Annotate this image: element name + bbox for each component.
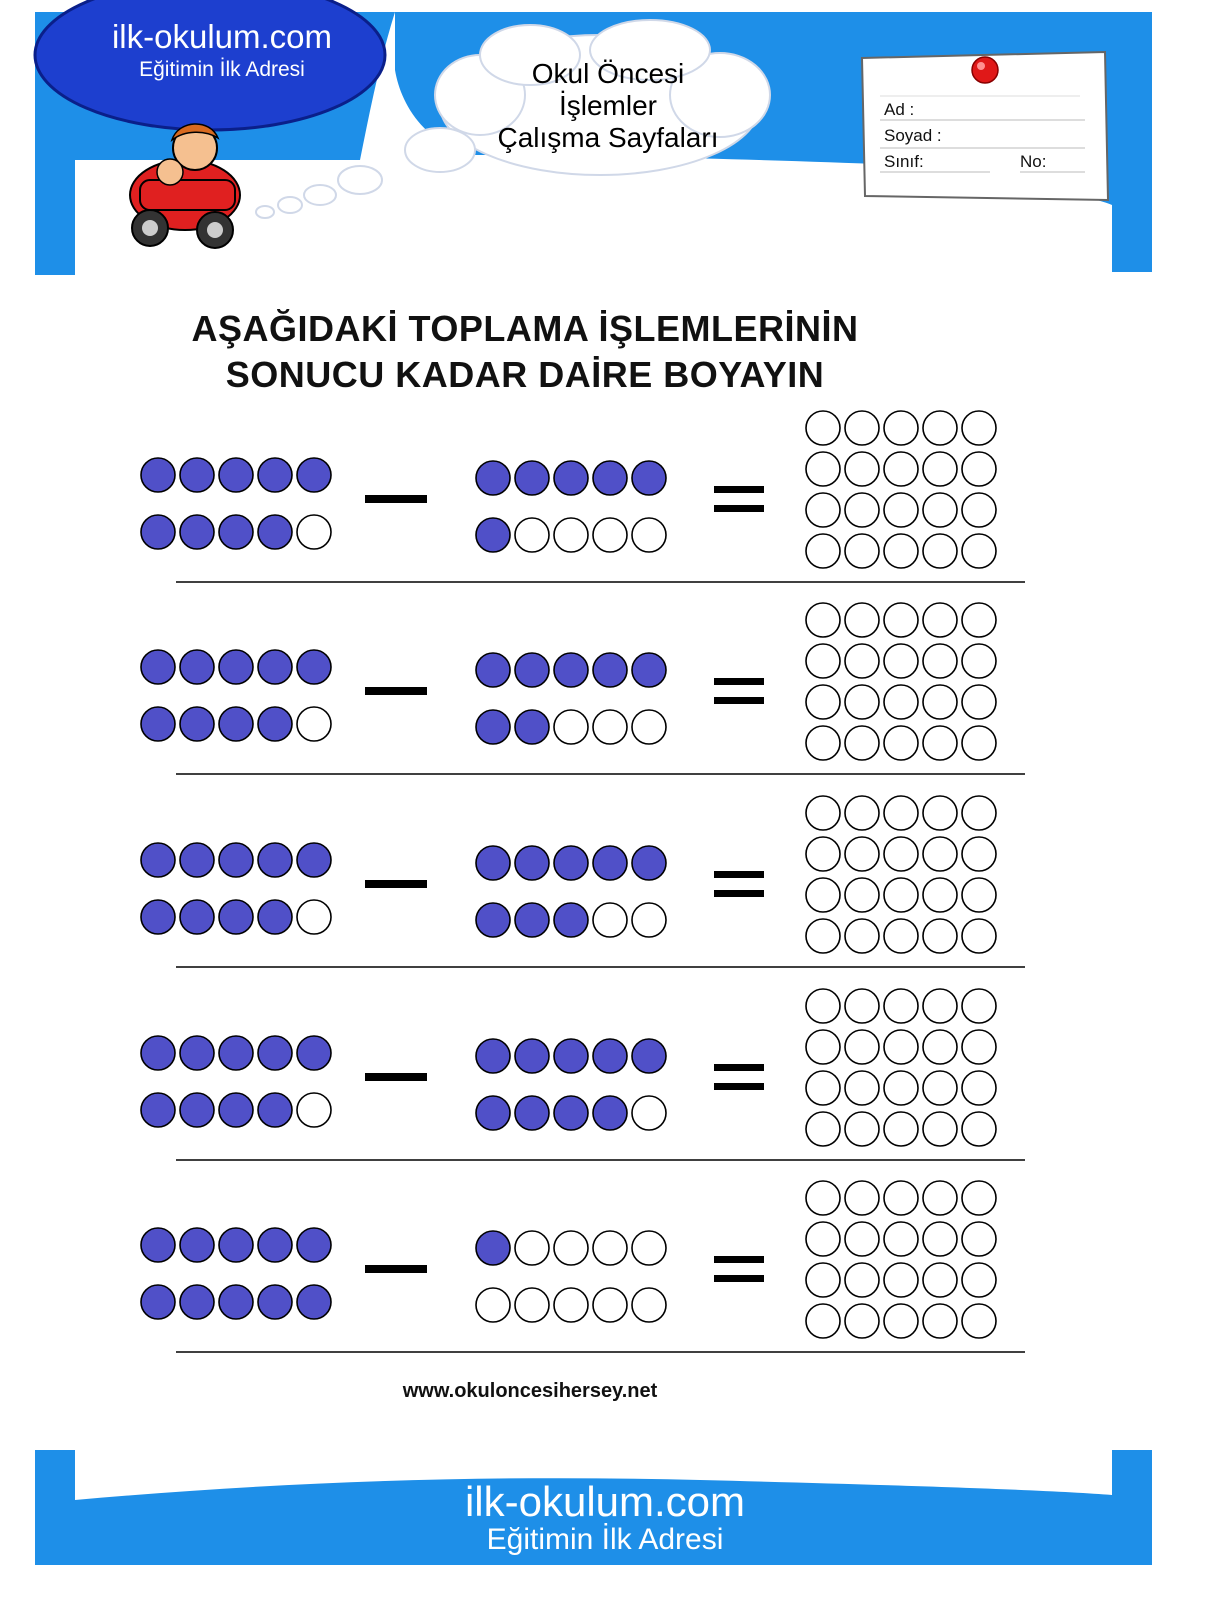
equals-sign: [714, 890, 764, 897]
answer-circle: [962, 452, 996, 486]
answer-circle: [806, 1263, 840, 1297]
minuend-dot: [141, 515, 175, 549]
subtrahend-dot: [515, 461, 549, 495]
subtrahend-dot: [554, 903, 588, 937]
minuend-dot: [180, 1228, 214, 1262]
minuend-dot: [180, 843, 214, 877]
subtrahend-dot: [515, 1288, 549, 1322]
equals-sign: [714, 1256, 764, 1263]
subtrahend-dot: [632, 710, 666, 744]
answer-circle: [806, 534, 840, 568]
minuend-dot: [219, 707, 253, 741]
answer-circle: [962, 603, 996, 637]
minuend-dot: [297, 707, 331, 741]
subtrahend-dot: [554, 1039, 588, 1073]
minuend-dot: [297, 1228, 331, 1262]
subtrahend-dot: [515, 710, 549, 744]
answer-circle: [923, 989, 957, 1023]
answer-circle: [806, 1071, 840, 1105]
minuend-dot: [219, 1228, 253, 1262]
equals-sign: [714, 1275, 764, 1282]
instructions-line: AŞAĞIDAKİ TOPLAMA İŞLEMLERİNİN: [191, 308, 859, 349]
minuend-dot: [219, 900, 253, 934]
answer-circle: [962, 1112, 996, 1146]
cloud-title-line: Okul Öncesi: [531, 58, 685, 89]
footer-brand-name: ilk-okulum.com: [464, 1478, 746, 1525]
sinif-label: Sınıf:: [884, 152, 924, 171]
equals-sign: [714, 678, 764, 685]
answer-circle: [884, 726, 918, 760]
answer-circle: [923, 1112, 957, 1146]
subtrahend-dot: [476, 1231, 510, 1265]
answer-circle: [884, 411, 918, 445]
minuend-dot: [219, 650, 253, 684]
answer-circle: [884, 1263, 918, 1297]
answer-circle: [845, 1181, 879, 1215]
subtrahend-dot: [476, 846, 510, 880]
site-url: www.okuloncesihersey.net: [402, 1380, 658, 1402]
answer-circle: [806, 1181, 840, 1215]
subtrahend-dot: [476, 710, 510, 744]
subtrahend-dot: [554, 1288, 588, 1322]
minuend-dot: [258, 1228, 292, 1262]
subtrahend-dot: [632, 1231, 666, 1265]
subtrahend-dot: [515, 1096, 549, 1130]
minuend-dot: [297, 1093, 331, 1127]
answer-circle: [962, 1030, 996, 1064]
minuend-dot: [297, 843, 331, 877]
answer-circle: [923, 1222, 957, 1256]
answer-circle: [845, 837, 879, 871]
answer-circle: [962, 726, 996, 760]
subtrahend-dot: [593, 1231, 627, 1265]
answer-circle: [806, 878, 840, 912]
minuend-dot: [141, 1285, 175, 1319]
subtrahend-dot: [632, 903, 666, 937]
answer-circle: [845, 452, 879, 486]
answer-circle: [884, 685, 918, 719]
answer-circle: [923, 1071, 957, 1105]
answer-circle: [845, 534, 879, 568]
subtrahend-dot: [554, 710, 588, 744]
minuend-dot: [219, 458, 253, 492]
answer-circle: [845, 644, 879, 678]
answer-circle: [923, 919, 957, 953]
answer-circle: [806, 919, 840, 953]
answer-circle: [806, 603, 840, 637]
answer-circle: [845, 411, 879, 445]
minus-sign: [365, 687, 427, 695]
subtrahend-dot: [632, 846, 666, 880]
subtrahend-dot: [515, 1039, 549, 1073]
subtrahend-dot: [593, 461, 627, 495]
subtrahend-dot: [515, 653, 549, 687]
minuend-dot: [219, 515, 253, 549]
minuend-dot: [297, 515, 331, 549]
subtrahend-dot: [632, 518, 666, 552]
answer-circle: [923, 493, 957, 527]
subtrahend-dot: [632, 1288, 666, 1322]
subtrahend-dot: [554, 653, 588, 687]
subtrahend-dot: [476, 1288, 510, 1322]
subtrahend-dot: [593, 710, 627, 744]
subtrahend-dot: [554, 1096, 588, 1130]
answer-circle: [923, 534, 957, 568]
subtrahend-dot: [593, 1039, 627, 1073]
subtrahend-dot: [476, 1039, 510, 1073]
answer-circle: [923, 796, 957, 830]
minuend-dot: [219, 1285, 253, 1319]
answer-circle: [962, 1222, 996, 1256]
minuend-dot: [180, 650, 214, 684]
answer-circle: [923, 1030, 957, 1064]
answer-circle: [806, 452, 840, 486]
answer-circle: [806, 685, 840, 719]
minus-sign: [365, 495, 427, 503]
cloud-title-line: İşlemler: [558, 90, 657, 121]
answer-circle: [962, 919, 996, 953]
minuend-dot: [141, 1093, 175, 1127]
minuend-dot: [141, 900, 175, 934]
minuend-dot: [258, 1036, 292, 1070]
answer-circle: [806, 1112, 840, 1146]
minuend-dot: [141, 1036, 175, 1070]
subtrahend-dot: [554, 518, 588, 552]
equals-sign: [714, 486, 764, 493]
answer-circle: [962, 411, 996, 445]
subtrahend-dot: [593, 903, 627, 937]
minuend-dot: [219, 1093, 253, 1127]
subtrahend-dot: [632, 653, 666, 687]
answer-circle: [962, 878, 996, 912]
answer-circle: [884, 603, 918, 637]
minuend-dot: [258, 1093, 292, 1127]
answer-circle: [962, 796, 996, 830]
answer-circle: [845, 1304, 879, 1338]
equals-sign: [714, 505, 764, 512]
answer-circle: [806, 837, 840, 871]
minus-sign: [365, 1073, 427, 1081]
minuend-dot: [180, 900, 214, 934]
subtrahend-dot: [476, 518, 510, 552]
answer-circle: [806, 989, 840, 1023]
answer-circle: [806, 411, 840, 445]
minuend-dot: [297, 1285, 331, 1319]
answer-circle: [806, 1030, 840, 1064]
soyad-label: Soyad :: [884, 126, 942, 145]
answer-circle: [884, 919, 918, 953]
minuend-dot: [219, 1036, 253, 1070]
minuend-dot: [258, 843, 292, 877]
answer-circle: [806, 1304, 840, 1338]
minuend-dot: [180, 1285, 214, 1319]
answer-circle: [923, 685, 957, 719]
subtrahend-dot: [515, 846, 549, 880]
answer-circle: [884, 1304, 918, 1338]
answer-circle: [884, 1071, 918, 1105]
answer-circle: [884, 493, 918, 527]
subtrahend-dot: [632, 1039, 666, 1073]
answer-circle: [884, 878, 918, 912]
minuend-dot: [180, 707, 214, 741]
ad-label: Ad :: [884, 100, 915, 119]
answer-circle: [962, 989, 996, 1023]
brand-tagline: Eğitimin İlk Adresi: [139, 58, 305, 81]
minuend-dot: [180, 515, 214, 549]
answer-circle: [845, 1071, 879, 1105]
equals-sign: [714, 871, 764, 878]
minuend-dot: [141, 650, 175, 684]
subtrahend-dot: [476, 653, 510, 687]
subtrahend-dot: [515, 903, 549, 937]
subtrahend-dot: [515, 518, 549, 552]
answer-circle: [962, 1071, 996, 1105]
answer-circle: [845, 796, 879, 830]
subtrahend-dot: [593, 518, 627, 552]
subtrahend-dot: [476, 461, 510, 495]
answer-circle: [962, 493, 996, 527]
answer-circle: [923, 726, 957, 760]
cloud-title-line: Çalışma Sayfaları: [497, 122, 719, 153]
minuend-dot: [219, 843, 253, 877]
answer-circle: [962, 644, 996, 678]
answer-circle: [845, 919, 879, 953]
minuend-dot: [141, 843, 175, 877]
answer-circle: [806, 493, 840, 527]
answer-circle: [923, 1181, 957, 1215]
answer-circle: [923, 452, 957, 486]
no-label: No:: [1020, 152, 1047, 171]
answer-circle: [962, 837, 996, 871]
subtrahend-dot: [554, 846, 588, 880]
answer-circle: [962, 1304, 996, 1338]
minuend-dot: [297, 458, 331, 492]
answer-circle: [845, 1263, 879, 1297]
answer-circle: [845, 878, 879, 912]
answer-circle: [962, 534, 996, 568]
answer-circle: [845, 726, 879, 760]
minuend-dot: [258, 458, 292, 492]
minuend-dot: [141, 1228, 175, 1262]
subtrahend-dot: [593, 846, 627, 880]
answer-circle: [923, 878, 957, 912]
answer-circle: [884, 644, 918, 678]
answer-circle: [845, 1112, 879, 1146]
minuend-dot: [258, 650, 292, 684]
answer-circle: [845, 989, 879, 1023]
minuend-dot: [180, 458, 214, 492]
answer-circle: [884, 989, 918, 1023]
answer-circle: [923, 411, 957, 445]
answer-circle: [884, 452, 918, 486]
subtrahend-dot: [554, 1231, 588, 1265]
minuend-dot: [180, 1036, 214, 1070]
minuend-dot: [258, 707, 292, 741]
answer-circle: [845, 603, 879, 637]
answer-circle: [806, 644, 840, 678]
answer-circle: [923, 644, 957, 678]
minuend-dot: [141, 707, 175, 741]
subtrahend-dot: [515, 1231, 549, 1265]
answer-circle: [845, 1030, 879, 1064]
answer-circle: [845, 685, 879, 719]
subtrahend-dot: [632, 461, 666, 495]
answer-circle: [884, 1030, 918, 1064]
answer-circle: [962, 1263, 996, 1297]
minuend-dot: [297, 650, 331, 684]
minuend-dot: [297, 900, 331, 934]
minuend-dot: [297, 1036, 331, 1070]
minuend-dot: [141, 458, 175, 492]
answer-circle: [923, 1304, 957, 1338]
minus-sign: [365, 880, 427, 888]
minuend-dot: [258, 1285, 292, 1319]
minuend-dot: [258, 515, 292, 549]
answer-circle: [962, 685, 996, 719]
equals-sign: [714, 1083, 764, 1090]
answer-circle: [884, 796, 918, 830]
brand-name: ilk-okulum.com: [111, 18, 333, 55]
answer-circle: [884, 1181, 918, 1215]
answer-circle: [923, 603, 957, 637]
subtrahend-dot: [593, 1288, 627, 1322]
answer-circle: [884, 837, 918, 871]
answer-circle: [923, 837, 957, 871]
subtrahend-dot: [593, 1096, 627, 1130]
answer-circle: [845, 1222, 879, 1256]
equals-sign: [714, 1064, 764, 1071]
minuend-dot: [258, 900, 292, 934]
minus-sign: [365, 1265, 427, 1273]
equals-sign: [714, 697, 764, 704]
subtrahend-dot: [476, 1096, 510, 1130]
answer-circle: [962, 1181, 996, 1215]
answer-circle: [806, 1222, 840, 1256]
subtrahend-dot: [632, 1096, 666, 1130]
answer-circle: [884, 534, 918, 568]
answer-circle: [884, 1222, 918, 1256]
answer-circle: [845, 493, 879, 527]
minuend-dot: [180, 1093, 214, 1127]
subtrahend-dot: [554, 461, 588, 495]
instructions-line: SONUCU KADAR DAİRE BOYAYIN: [225, 354, 825, 395]
footer-brand-tagline: Eğitimin İlk Adresi: [486, 1523, 724, 1556]
answer-circle: [806, 796, 840, 830]
answer-circle: [923, 1263, 957, 1297]
answer-circle: [806, 726, 840, 760]
subtrahend-dot: [476, 903, 510, 937]
subtrahend-dot: [593, 653, 627, 687]
answer-circle: [884, 1112, 918, 1146]
